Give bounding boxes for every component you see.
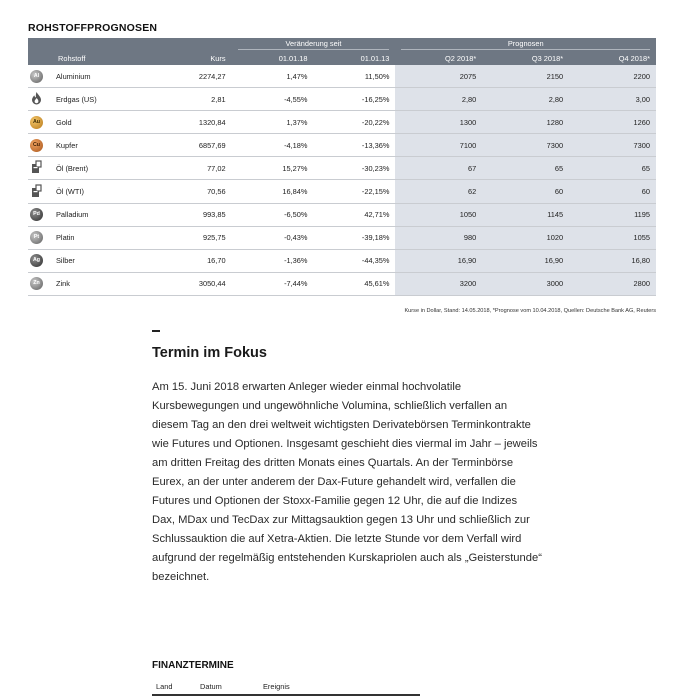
cell-name: Palladium xyxy=(52,203,154,226)
cell-forecast-q4: 2200 xyxy=(569,65,656,88)
cell-forecast-q3: 2150 xyxy=(482,65,569,88)
cell-name: Silber xyxy=(52,249,154,272)
cell-name: Erdgas (US) xyxy=(52,88,154,111)
table-row xyxy=(28,157,656,180)
col-header-q3: Q3 2018* xyxy=(482,51,569,65)
cell-forecast-q4: 1195 xyxy=(569,203,656,226)
cell-price: 77,02 xyxy=(154,157,232,180)
cell-name: Aluminium xyxy=(52,65,154,88)
section-dash xyxy=(152,330,160,332)
col-header-land: Land xyxy=(156,682,173,691)
oil-barrel-icon xyxy=(30,160,43,176)
cell-forecast-q3: 2,80 xyxy=(482,88,569,111)
table-row xyxy=(28,272,656,295)
cell-forecast-q2: 7100 xyxy=(395,134,482,157)
col-header-ereignis: Ereignis xyxy=(263,682,290,691)
cell-change-2018: -7,44% xyxy=(232,272,314,295)
cell-change-2013: -22,15% xyxy=(313,180,395,203)
cell-forecast-q3: 1145 xyxy=(482,203,569,226)
article-title: Termin im Fokus xyxy=(152,345,267,361)
article-body: Am 15. Juni 2018 erwarten Anleger wieder einmal hochvolatile Kursbewegungen und ungewöhnliche Volumina, schließlich verfallen an diesem Tag an den drei weltweit wichtigsten Derivatebörsen Terminkontrakte wie Futures und Optionen. Insgesamt geschieht dies viermal im Jahr – jeweils am dritten Freitag des dritten Monats eines Quartals. An der Terminbörse Eurex, an der unter anderem der Dax-Future gehandelt wird, verfallen die Futures und Optionen der Stoxx-Familie gegen 12 Uhr, die auf die Indizes Dax, MDax und TecDax zur Mittagsauktion gegen 13 Uhr und schließlich zur Schlussauktion die auf Xetra-Aktien. Die letzte Stunde vor dem Verfall wird aufgrund der regelmäßig entstehenden Kurskapriolen auch als „Geisterstunde“ bezeichnet. xyxy=(152,381,542,583)
commodity-forecast-table xyxy=(28,38,656,296)
cell-change-2013: -30,23% xyxy=(313,157,395,180)
cell-change-2018: -0,43% xyxy=(232,226,314,249)
cell-change-2013: -39,18% xyxy=(313,226,395,249)
cell-forecast-q4: 16,80 xyxy=(569,249,656,272)
cell-forecast-q2: 62 xyxy=(395,180,482,203)
cell-forecast-q3: 16,90 xyxy=(482,249,569,272)
cell-change-2018: -4,18% xyxy=(232,134,314,157)
table-title: ROHSTOFFPROGNOSEN xyxy=(28,22,158,34)
cell-price: 993,85 xyxy=(154,203,232,226)
cell-name: Gold xyxy=(52,111,154,134)
cell-change-2013: -44,35% xyxy=(313,249,395,272)
cell-change-2013: 11,50% xyxy=(313,65,395,88)
cell-change-2013: -20,22% xyxy=(313,111,395,134)
cell-forecast-q2: 67 xyxy=(395,157,482,180)
cell-forecast-q4: 65 xyxy=(569,157,656,180)
col-header-change-2013: 01.01.13 xyxy=(313,51,395,65)
silver-icon: Ag xyxy=(30,254,43,267)
finance-dates-title: FINANZTERMINE xyxy=(152,660,234,671)
cell-name: Zink xyxy=(52,272,154,295)
cell-forecast-q2: 2,80 xyxy=(395,88,482,111)
cell-name: Platin xyxy=(52,226,154,249)
cell-forecast-q2: 980 xyxy=(395,226,482,249)
cell-price: 16,70 xyxy=(154,249,232,272)
cell-forecast-q2: 3200 xyxy=(395,272,482,295)
col-header-price: Kurs xyxy=(154,51,232,65)
zinc-icon: Zn xyxy=(30,277,43,290)
col-header-datum: Datum xyxy=(200,682,222,691)
cell-forecast-q3: 65 xyxy=(482,157,569,180)
cell-price: 2,81 xyxy=(154,88,232,111)
cell-name: Öl (WTI) xyxy=(52,180,154,203)
cell-forecast-q4: 60 xyxy=(569,180,656,203)
table-row xyxy=(28,65,656,88)
palladium-icon: Pd xyxy=(30,208,43,221)
cell-forecast-q2: 16,90 xyxy=(395,249,482,272)
cell-change-2018: -4,55% xyxy=(232,88,314,111)
col-header-q4: Q4 2018* xyxy=(569,51,656,65)
cell-change-2018: 15,27% xyxy=(232,157,314,180)
table-row xyxy=(28,249,656,272)
table-row xyxy=(28,88,656,111)
cell-forecast-q4: 3,00 xyxy=(569,88,656,111)
cell-forecast-q4: 1260 xyxy=(569,111,656,134)
cell-change-2018: -6,50% xyxy=(232,203,314,226)
copper-icon: Cu xyxy=(30,139,43,152)
cell-forecast-q2: 1300 xyxy=(395,111,482,134)
cell-price: 2274,27 xyxy=(154,65,232,88)
cell-forecast-q3: 7300 xyxy=(482,134,569,157)
cell-change-2018: 1,37% xyxy=(232,111,314,134)
group-header-forecast: Prognosen xyxy=(395,38,656,51)
cell-price: 3050,44 xyxy=(154,272,232,295)
cell-change-2018: 16,84% xyxy=(232,180,314,203)
cell-change-2013: 45,61% xyxy=(313,272,395,295)
table-row xyxy=(28,226,656,249)
cell-price: 1320,84 xyxy=(154,111,232,134)
cell-forecast-q4: 2800 xyxy=(569,272,656,295)
cell-forecast-q3: 3000 xyxy=(482,272,569,295)
cell-forecast-q3: 1020 xyxy=(482,226,569,249)
cell-change-2018: -1,36% xyxy=(232,249,314,272)
table-row xyxy=(28,180,656,203)
cell-change-2018: 1,47% xyxy=(232,65,314,88)
finance-dates-header xyxy=(152,679,420,696)
cell-name: Kupfer xyxy=(52,134,154,157)
cell-forecast-q3: 1280 xyxy=(482,111,569,134)
cell-price: 925,75 xyxy=(154,226,232,249)
cell-name: Öl (Brent) xyxy=(52,157,154,180)
table-row xyxy=(28,111,656,134)
cell-change-2013: -16,25% xyxy=(313,88,395,111)
flame-icon xyxy=(30,91,43,107)
gold-icon: Au xyxy=(30,116,43,129)
col-header-q2: Q2 2018* xyxy=(395,51,482,65)
col-header-name: Rohstoff xyxy=(52,51,154,65)
cell-change-2013: 42,71% xyxy=(313,203,395,226)
cell-forecast-q4: 7300 xyxy=(569,134,656,157)
platinum-icon: Pt xyxy=(30,231,43,244)
cell-price: 70,56 xyxy=(154,180,232,203)
oil-barrel-icon xyxy=(30,184,43,200)
cell-forecast-q2: 1050 xyxy=(395,203,482,226)
table-row xyxy=(28,203,656,226)
table-footnote: Kurse in Dollar, Stand: 14.05.2018, *Prognose vom 10.04.2018, Quellen: Deutsche Bank AG, Reuters xyxy=(404,308,656,314)
col-header-change-2018: 01.01.18 xyxy=(232,51,314,65)
table-row xyxy=(28,134,656,157)
group-header-change: Veränderung seit xyxy=(232,38,396,51)
cell-change-2013: -13,36% xyxy=(313,134,395,157)
aluminium-icon: Al xyxy=(30,70,43,83)
cell-forecast-q2: 2075 xyxy=(395,65,482,88)
cell-forecast-q4: 1055 xyxy=(569,226,656,249)
cell-price: 6857,69 xyxy=(154,134,232,157)
cell-forecast-q3: 60 xyxy=(482,180,569,203)
